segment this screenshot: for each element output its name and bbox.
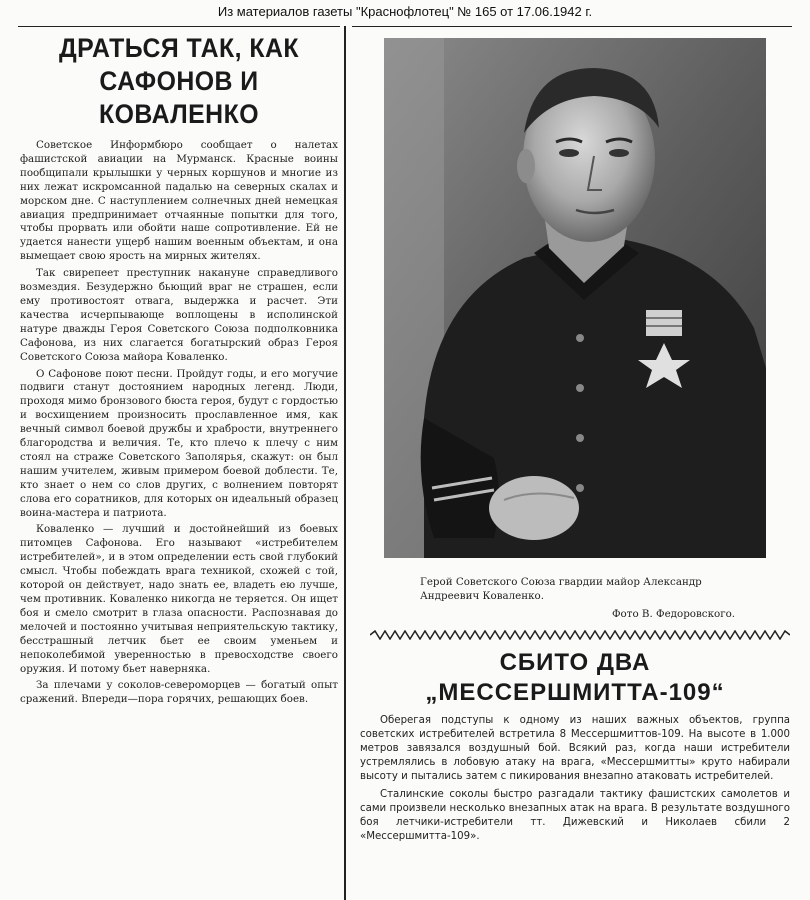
left-article: [20, 30, 338, 710]
zigzag-divider: [370, 630, 790, 640]
left-paragraph-1: Советское Информбюро сообщает о налетах фашистской авиации на Мурманск. Красные воины пообщипали крылышки у черных коршунов и многие из них лежат искромсанной падалью на северных скалах и морском дне. С наступлением солнечных дней немецкая авиация предпринимает отчаянные попытки для того, чтобы прорвать или обойти наше сопротивление. Ей не удается нанести ущерб нашим военным объектам, и она вымещает свою ярость на мирных жителях.: [20, 139, 338, 263]
right-headline-line2: „МЕССЕРШМИТТА-109“: [425, 679, 725, 706]
left-headline: [33, 32, 326, 131]
left-paragraph-3: О Сафонове поют песни. Пройдут годы, и его могучие подвиги станут достоянием народных легенд. Люди, проходя мимо бронзового бюста героя, будут с гордостью и восхищением произносить прославленное имя, как вечный символ боевой дружбы и храбрости, внутреннего благородства и величия. Те, кто плечо к плечу с ним стоял на страже Советского Заполярья, скажут: он был нашим учителем, живым примером боевой доблести. Те, кто знает о нем со слов других, с волнением повторят слова его соратников, для которых он идеальный образец воина-мастера и патриота.: [20, 367, 338, 519]
column-divider: [344, 26, 346, 900]
left-headline-line2: САФОНОВ И КОВАЛЕНКО: [99, 66, 259, 129]
right-article: [360, 648, 790, 848]
portrait-photo: [384, 38, 766, 558]
right-paragraph-2: Сталинские соколы быстро разгадали тактику фашистских самолетов и сами произвели несколько внезапных атак на врага. В результате воздушного боя летчики-истребители тт. Дижевский и Николаев сбили 2 «Мессершмитта-109».: [360, 789, 790, 842]
photo-caption: Герой Советского Союза гвардии майор Александр Андреевич Коваленко.: [420, 576, 702, 602]
portrait-illustration: [384, 38, 766, 558]
left-paragraph-5: За плечами у соколов-североморцев — богатый опыт сражений. Впереди—пора горячих, решающих боев.: [20, 679, 338, 706]
right-paragraph-1: Оберегая подступы к одному из наших важных объектов, группа советских истребителей встретила 8 Мессершмиттов-109. На высоте в 1.000 метров завязался воздушный бой. Всякий раз, когда наши истребители устремлялись в лобовую атаку на врага, «Мессершмитты» круто набирали высоту и пытались затем с пикирования внезапно атаковать истребителей.: [360, 715, 790, 782]
left-headline-line1: ДРАТЬСЯ ТАК, КАК: [58, 33, 300, 63]
left-paragraph-2: Так свирепеет преступник накануне справедливого возмездия. Безудержно бьющий враг не страшен, если ему противостоят отвага, выдержка и расчет. Эти качества исчерпывающе воплощены в исполинской натуре дважды Героя Советского Союза подполковника Сафонова, из них слагается богатырский образ Героя Советского Союза майора Коваленко.: [20, 267, 338, 363]
right-headline-line1: СБИТО ДВА: [499, 649, 651, 676]
source-header: Из материалов газеты "Краснофлотец" № 165 от 17.06.1942 г.: [217, 4, 593, 19]
left-paragraph-4: Коваленко — лучший и достойнейший из боевых питомцев Сафонова. Его называют «истребителем истребителей», и в этом определении есть свой глубокий смысл. Чтобы побеждать врага техникой, схожей с той, которой он действует, надо знать ее, владеть ею лучше, чем противник. Коваленко никогда не теряется. Он ищет боя и смело смотрит в глаза опасности. Распознавая до мелочей и постоянно учитывая неприятельскую тактику, бесстрашный летчик бьет ее своим уменьем и непоколебимой уверенностью в превосходстве своего оружия. И потому бьет наверняка.: [20, 523, 338, 675]
photo-credit: Фото В. Федоровского.: [612, 608, 736, 620]
top-rule: [18, 26, 340, 27]
right-top-rule: [352, 26, 792, 27]
